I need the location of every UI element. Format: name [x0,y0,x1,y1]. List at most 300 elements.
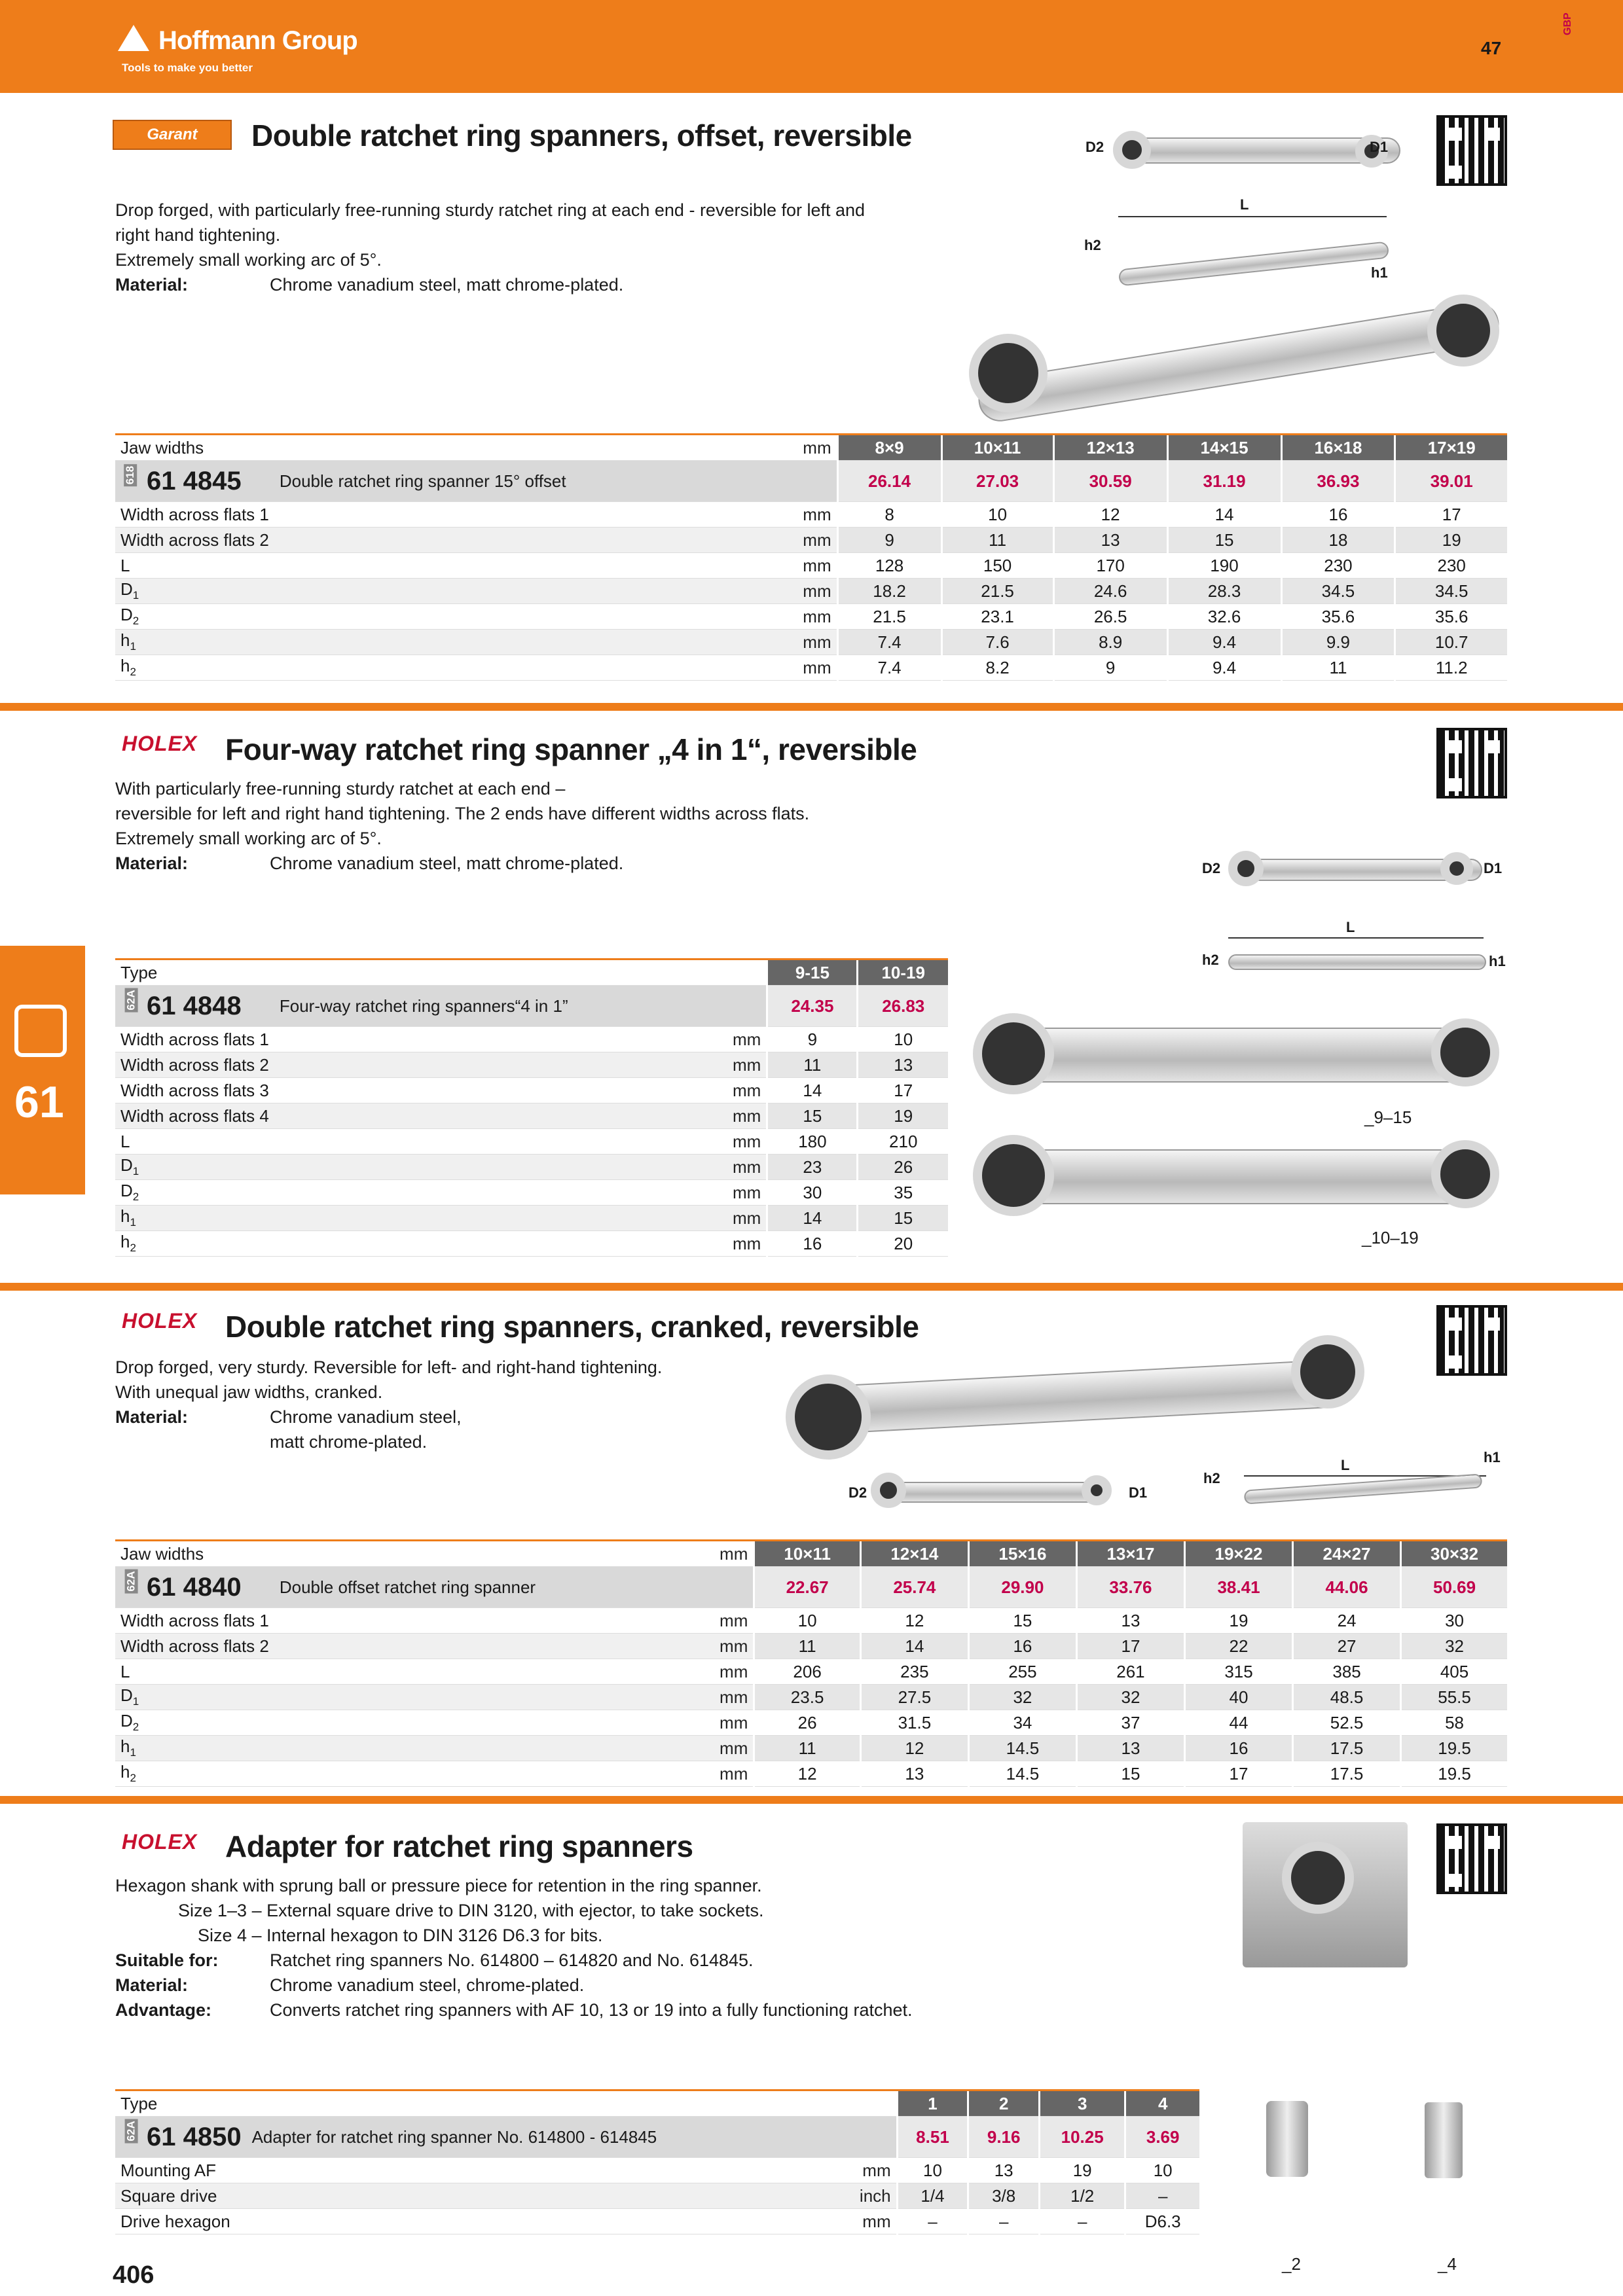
adapter-photo [1243,1822,1408,1967]
spec-table [115,1539,1507,1787]
row-unit: mm [274,1155,767,1180]
section-title: Double ratchet ring spanners, offset, reversible [251,118,912,152]
ring-end [1291,1335,1364,1408]
value-cell: 18 [1281,528,1395,553]
value-cell: 11 [941,528,1053,553]
row-label: Width across flats 2 [115,1052,274,1078]
value-cell: 23.5 [754,1685,860,1710]
row-label: $h_1$ [115,630,274,655]
size-header: 10×11 [754,1541,860,1567]
value-cell: 13 [860,1761,968,1787]
value-cell: 55.5 [1401,1685,1507,1710]
row-label: L [115,553,274,579]
value-cell: 22 [1184,1634,1292,1659]
product-description [115,198,865,297]
value-cell: 19 [1184,1608,1292,1634]
value-cell: 210 [858,1129,948,1155]
value-cell: 12 [860,1736,968,1761]
value-cell: – [968,2209,1040,2234]
ring-end [1282,1842,1354,1914]
size-header: 16×18 [1281,435,1395,461]
table-row [115,579,1507,604]
group-code: 62A [125,2119,138,2143]
value-cell: 30 [767,1180,858,1206]
value-cell: 15 [767,1103,858,1129]
section-divider [0,1283,1623,1291]
size-header: 9-15 [767,960,858,986]
row-label: $D_1$ [115,1155,274,1180]
value-cell: 9.4 [1167,655,1281,681]
value-cell: 15 [1076,1761,1184,1787]
value-cell: 19.5 [1401,1761,1507,1787]
row-label: L [115,1659,274,1685]
chapter-number: 61 [14,1077,64,1127]
desc-line: reversible for left and right hand tightening. The 2 ends have different widths across flats. [115,804,810,823]
row-unit: mm [274,1685,754,1710]
ring-end [786,1374,871,1460]
dim-label: D1 [1129,1484,1148,1501]
dim-label: h2 [1203,1470,1220,1486]
value-cell: 26 [858,1155,948,1180]
value-cell: D6.3 [1125,2209,1199,2234]
qr-code[interactable] [1436,1823,1507,1894]
row-label: $D_1$ [115,579,274,604]
spec-table [115,958,948,1257]
section-title: Four-way ratchet ring spanner „4 in 1“, reversible [225,732,917,766]
dim-label: L [1341,1457,1350,1473]
value-cell: 27 [1293,1634,1401,1659]
ring-end [1113,131,1151,169]
table-row [115,1659,1507,1685]
row-unit: inch [247,2183,898,2209]
value-cell: 14 [860,1634,968,1659]
row-label: $h_2$ [115,655,274,681]
row-label: Width across flats 1 [115,1608,274,1634]
suitable-line [115,1948,913,1973]
row-label: Square drive [115,2183,247,2209]
logo-icon [118,25,149,51]
header-unit: mm [274,435,837,461]
price-cell[interactable]: 36.93 [1281,461,1395,502]
table-row [115,1761,1507,1787]
size-header: 15×16 [968,1541,1076,1567]
material-line [115,1405,662,1429]
table-row [115,630,1507,655]
value-cell: 10 [897,2158,968,2183]
row-unit: mm [274,1180,767,1206]
value-cell: 15 [858,1206,948,1231]
value-cell: 34.5 [1281,579,1395,604]
value-cell: 19.5 [1401,1736,1507,1761]
price-cell[interactable]: 29.90 [968,1567,1076,1608]
value-cell: 17.5 [1293,1736,1401,1761]
row-unit: mm [274,1231,767,1257]
price-cell[interactable]: 30.59 [1053,461,1167,502]
advantage-line [115,1998,913,2022]
row-label: $D_2$ [115,604,274,630]
table-row [115,1103,948,1129]
row-label: Width across flats 2 [115,1634,274,1659]
article-number[interactable] [115,461,274,502]
spanner-top-view-drawing [875,1482,1110,1503]
spec-table [115,2089,1199,2234]
table-row [115,1129,948,1155]
value-cell: 32.6 [1167,604,1281,630]
tools-icon [14,1005,67,1057]
value-cell: 26 [754,1710,860,1736]
table-row [115,1736,1507,1761]
value-cell: 1/2 [1040,2183,1125,2209]
size-note: Size 4 – Internal hexagon to DIN 3126 D6.3 for bits. [198,1926,603,1945]
value-cell: 34 [968,1710,1076,1736]
qr-code[interactable] [1436,1305,1507,1376]
value-cell: 32 [968,1685,1076,1710]
article-description: Four-way ratchet ring spanners“4 in 1” [274,986,767,1027]
desc-line: right hand tightening. [115,225,281,245]
row-label: Width across flats 1 [115,502,274,528]
value-cell: 19 [1395,528,1507,553]
value-cell: 26.5 [1053,604,1167,630]
material-line [115,1429,662,1454]
chapter-tab[interactable] [0,946,85,1194]
material-label: Material: [115,1407,189,1427]
value-cell: 52.5 [1293,1710,1401,1736]
value-cell: 315 [1184,1659,1292,1685]
article-row[interactable] [115,2117,1199,2158]
size-header: 24×27 [1293,1541,1401,1567]
section-divider [0,1796,1623,1804]
table-row [115,553,1507,579]
desc-line: Extremely small working arc of 5°. [115,250,382,270]
value-cell: 7.4 [837,655,941,681]
value-cell: 16 [1184,1736,1292,1761]
table-header-row [115,1541,1507,1567]
material-line [115,1973,913,1998]
article-description: Adapter for ratchet ring spanner No. 614800 - 614845 [247,2117,898,2158]
header-label: Jaw widths [115,1541,274,1567]
price-cell[interactable]: 22.67 [754,1567,860,1608]
material-label: Material: [115,853,189,873]
material-label: Material: [115,275,189,295]
price-cell[interactable]: 25.74 [860,1567,968,1608]
article-row[interactable] [115,461,1507,502]
value-cell: 30 [1401,1608,1507,1634]
price-cell[interactable]: 8.51 [897,2117,968,2158]
header-unit [274,960,767,986]
value-cell: 20 [858,1231,948,1257]
advantage-value: Converts ratchet ring spanners with AF 10, 13 or 19 into a fully functioning ratchet. [270,2000,913,2020]
value-cell: 235 [860,1659,968,1685]
desc-line: Drop forged, very sturdy. Reversible for left- and right-hand tightening. [115,1357,663,1377]
price-cell[interactable]: 33.76 [1076,1567,1184,1608]
table-row [115,1078,948,1103]
ring-end [1431,1140,1499,1208]
row-label: $D_2$ [115,1710,274,1736]
header-unit [247,2090,898,2117]
value-cell: 10 [754,1608,860,1634]
value-cell: 10 [858,1027,948,1052]
value-cell: – [1040,2209,1125,2234]
value-cell: 16 [1281,502,1395,528]
row-unit: mm [274,1078,767,1103]
value-cell: 9 [1053,655,1167,681]
holex-logo: HOLEX [122,1830,198,1854]
row-unit: mm [274,502,837,528]
header-label: Type [115,2090,247,2117]
section-title: Adapter for ratchet ring spanners [225,1829,693,1863]
price-cell[interactable]: 26.83 [858,986,948,1027]
value-cell: 13 [1076,1608,1184,1634]
ring-end [973,1013,1054,1094]
row-unit: mm [274,1129,767,1155]
dim-label: D2 [848,1484,867,1501]
table-row [115,1608,1507,1634]
table-row [115,2183,1199,2209]
table-row [115,604,1507,630]
desc-line: Extremely small working arc of 5°. [115,829,382,848]
row-unit: mm [274,604,837,630]
table-row [115,1206,948,1231]
article-description: Double ratchet ring spanner 15° offset [274,461,837,502]
table-row [115,1155,948,1180]
size-header: 19×22 [1184,1541,1292,1567]
spanner-side-view-drawing [1118,241,1389,286]
value-cell: 14.5 [968,1736,1076,1761]
row-unit: mm [274,655,837,681]
header-label: Jaw widths [115,435,274,461]
value-cell: 128 [837,553,941,579]
material-value: Chrome vanadium steel, matt chrome-plated. [270,275,624,295]
article-number[interactable] [115,986,274,1027]
material-value: Chrome vanadium steel, [270,1407,462,1427]
desc-line: With unequal jaw widths, cranked. [115,1382,383,1402]
value-cell: 9 [767,1027,858,1052]
value-cell: 23 [767,1155,858,1180]
row-unit: mm [274,1027,767,1052]
value-cell: 35.6 [1281,604,1395,630]
row-label: L [115,1129,274,1155]
image-caption: _2 [1282,2254,1301,2274]
row-label: Width across flats 2 [115,528,274,553]
value-cell: 21.5 [837,604,941,630]
value-cell: 14 [767,1078,858,1103]
group-code: 62A [125,988,138,1012]
dim-label: h1 [1484,1449,1501,1465]
size-header: 13×17 [1076,1541,1184,1567]
value-cell: 21.5 [941,579,1053,604]
value-cell: 24 [1293,1608,1401,1634]
price-cell[interactable]: 10.25 [1040,2117,1125,2158]
row-label: $D_1$ [115,1685,274,1710]
row-unit: mm [274,630,837,655]
suitable-label: Suitable for: [115,1950,219,1970]
suitable-value: Ratchet ring spanners No. 614800 – 614820 and No. 614845. [270,1950,754,1970]
article-number-text: 61 4850 [147,2122,242,2151]
row-label: $h_2$ [115,1231,274,1257]
ring-end [1082,1475,1112,1505]
value-cell: 31.5 [860,1710,968,1736]
qr-code[interactable] [1436,728,1507,798]
garant-logo: Garant [113,120,232,150]
value-cell: – [897,2209,968,2234]
table-row [115,1052,948,1078]
price-cell[interactable]: 26.14 [837,461,941,502]
price-cell[interactable]: 39.01 [1395,461,1507,502]
row-unit: mm [274,1608,754,1634]
desc-line: Hexagon shank with sprung ball or pressure piece for retention in the ring spanner. [115,1876,762,1895]
header-label: Type [115,960,274,986]
value-cell: 206 [754,1659,860,1685]
dim-label: D1 [1370,139,1389,155]
article-row[interactable] [115,986,948,1027]
value-cell: 255 [968,1659,1076,1685]
price-cell[interactable]: 38.41 [1184,1567,1292,1608]
value-cell: 11 [1281,655,1395,681]
dim-label: h2 [1202,952,1219,968]
row-label: Width across flats 1 [115,1027,274,1052]
value-cell: 44 [1184,1710,1292,1736]
table-row [115,1685,1507,1710]
value-cell: 34.5 [1395,579,1507,604]
value-cell: 1/4 [897,2183,968,2209]
table-row [115,655,1507,681]
article-number-text: 61 4848 [147,991,242,1020]
value-cell: 12 [754,1761,860,1787]
price-cell[interactable]: 27.03 [941,461,1053,502]
row-label: Width across flats 4 [115,1103,274,1129]
row-label: $D_2$ [115,1180,274,1206]
group-code: 62A [125,1569,138,1593]
value-cell: – [1125,2183,1199,2209]
value-cell: 14.5 [968,1761,1076,1787]
brand-name: Hoffmann Group [158,26,357,55]
header-unit: mm [274,1541,754,1567]
row-label: Width across flats 3 [115,1078,274,1103]
dimension-line [1228,937,1484,939]
article-number[interactable] [115,1567,274,1608]
value-cell: 37 [1076,1710,1184,1736]
table-row [115,528,1507,553]
desc-line: Drop forged, with particularly free-running sturdy ratchet ring at each end - reversible for left and [115,200,866,220]
row-unit: mm [274,1659,754,1685]
article-number-text: 61 4845 [147,466,242,495]
value-cell: 8.2 [941,655,1053,681]
ring-end [969,334,1048,412]
row-label: $h_1$ [115,1736,274,1761]
table-row [115,2209,1199,2234]
value-cell: 13 [1076,1736,1184,1761]
price-cell[interactable]: 44.06 [1293,1567,1401,1608]
price-cell[interactable]: 50.69 [1401,1567,1507,1608]
value-cell: 13 [858,1052,948,1078]
row-label: Mounting AF [115,2158,247,2183]
size-header: 17×19 [1395,435,1507,461]
price-cell[interactable]: 3.69 [1125,2117,1199,2158]
row-unit: mm [274,1206,767,1231]
value-cell: 13 [1053,528,1167,553]
value-cell: 17 [1076,1634,1184,1659]
row-unit: mm [274,553,837,579]
value-cell: 385 [1293,1659,1401,1685]
table-row [115,1180,948,1206]
product-description [115,776,809,876]
value-cell: 10 [1125,2158,1199,2183]
page-header [0,0,1623,93]
value-cell: 28.3 [1167,579,1281,604]
dim-label: L [1240,196,1249,213]
material-value: matt chrome-plated. [270,1432,428,1452]
value-cell: 9 [837,528,941,553]
table-row [115,1231,948,1257]
value-cell: 11 [754,1736,860,1761]
value-cell: 58 [1401,1710,1507,1736]
material-value: Chrome vanadium steel, chrome-plated. [270,1975,585,1995]
image-caption: _4 [1438,2254,1457,2274]
price-cell[interactable]: 9.16 [968,2117,1040,2158]
adapter-size-4-photo [1425,2102,1463,2178]
value-cell: 10 [941,502,1053,528]
size-header: 12×13 [1053,435,1167,461]
currency-label: GBP [1562,12,1573,35]
value-cell: 15 [1167,528,1281,553]
spec-table [115,433,1507,681]
size-header: 2 [968,2090,1040,2117]
size-note: Size 1–3 – External square drive to DIN 3120, with ejector, to take sockets. [178,1901,764,1920]
price-cell[interactable]: 24.35 [767,986,858,1027]
size-header: 14×15 [1167,435,1281,461]
size-header: 30×32 [1401,1541,1507,1567]
article-number[interactable] [115,2117,247,2158]
brand-tagline: Tools to make you better [122,62,253,74]
article-description: Double offset ratchet ring spanner [274,1567,754,1608]
value-cell: 10.7 [1395,630,1507,655]
image-caption: _9–15 [1364,1107,1412,1127]
value-cell: 190 [1167,553,1281,579]
catalog-page-number: 47 [1481,38,1502,58]
value-cell: 7.6 [941,630,1053,655]
value-cell: 23.1 [941,604,1053,630]
row-unit: mm [247,2158,898,2183]
value-cell: 18.2 [837,579,941,604]
price-cell[interactable]: 31.19 [1167,461,1281,502]
group-code: 618 [124,464,137,486]
row-label: $h_1$ [115,1206,274,1231]
size-header: 8×9 [837,435,941,461]
dimension-line [1118,216,1387,217]
value-cell: 27.5 [860,1685,968,1710]
row-unit: mm [274,1052,767,1078]
value-cell: 12 [860,1608,968,1634]
value-cell: 17 [1395,502,1507,528]
value-cell: 14 [1167,502,1281,528]
dim-label: h1 [1489,953,1506,969]
article-row[interactable] [115,1567,1507,1608]
table-header-row [115,435,1507,461]
qr-code[interactable] [1436,115,1507,186]
value-cell: 230 [1395,553,1507,579]
size-header: 10×11 [941,435,1053,461]
dim-label: h2 [1084,237,1101,253]
row-unit: mm [274,528,837,553]
section-title: Double ratchet ring spanners, cranked, reversible [225,1310,919,1344]
value-cell: 17.5 [1293,1761,1401,1787]
spanner-side-view-drawing [1228,954,1486,970]
ring-end [1440,852,1473,885]
desc-line: With particularly free-running sturdy ratchet at each end – [115,779,566,798]
value-cell: 35.6 [1395,604,1507,630]
adapter-size-2-photo [1266,2101,1308,2177]
product-description [115,1355,662,1454]
